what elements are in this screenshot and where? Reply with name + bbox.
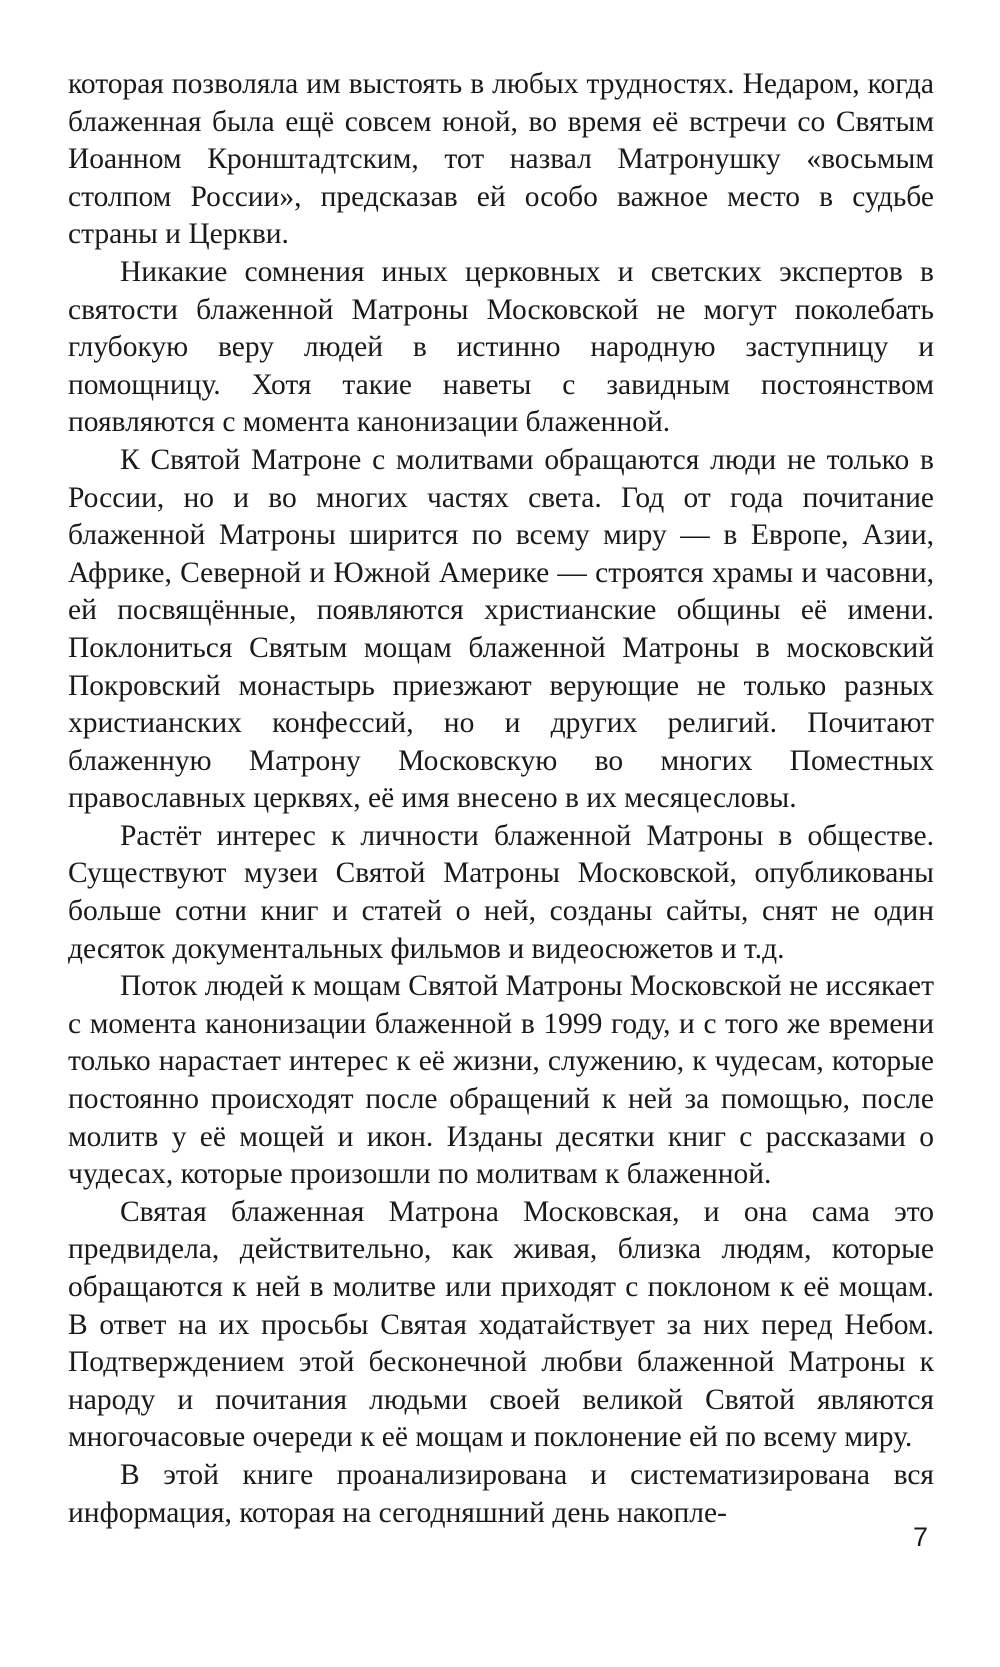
paragraph: К Святой Матроне с молитвами обращаются люди не только в России, но и во многих частях света. Год от года почитание блаженной Матроны ширится по всему миру — в Европе, Азии, Африке, Северной и Южной Америке — строятся храмы и часовни, ей посвящённые, появляются христианские общины её имени. Поклониться Святым мощам блаженной Матроны в московский Покровский монастырь приезжают верующие не только разных христианских конфессий, но и других религий. Почитают блаженную Матрону Московскую во многих Поместных православных церквях, её имя внесено в их месяцесловы.	[68, 443, 934, 815]
paragraph: Поток людей к мощам Святой Матроны Московской не иссякает с момента канонизации блаженной в 1999 году, и с того же времени только нарастает интерес к её жизни, служению, к чудесам, которые постоянно происходят после обращений к ней за помощью, после молитв у её мощей и икон. Изданы десятки книг с рассказами о чудесах, которые произошли по молитвам к блаженной.	[68, 970, 934, 1191]
paragraph: Растёт интерес к личности блаженной Матроны в обществе. Существуют музеи Святой Матроны Московской, опубликованы больше сотни книг и статей о ней, созданы сайты, снят не один десяток документальных фильмов и видеосюжетов и т.д.	[68, 819, 934, 965]
paragraph-continuation: которая позволяла им выстоять в любых трудностях. Недаром, когда блаженная была ещё совсем юной, во время её встречи со Святым Иоанном Кронштадтским, тот назвал Матронушку «восьмым столпом России», предсказав ей особо важное место в судьбе страны и Церкви.	[68, 68, 934, 251]
page-body	[68, 66, 934, 1532]
paragraph: Никакие сомнения иных церковных и светских экспертов в святости блаженной Матроны Московской не могут поколебать глубокую веру людей в истинно народную заступницу и помощницу. Хотя такие наветы с завидным постоянством появляются с момента канонизации блаженной.	[68, 255, 934, 439]
page-number: 7	[912, 1522, 928, 1552]
paragraph: Святая блаженная Матрона Московская, и она сама это предвидела, действительно, как живая, близка людям, которые обращаются к ней в молитве или приходят с поклоном к её мощам. В ответ на их просьбы Святая ходатайствует за них перед Небом. Подтверждением этой бесконечной любви блаженной Матроны к народу и почитания людьми своей великой Святой являются многочасовые очереди к её мощам и поклонение ей по всему миру.	[68, 1195, 934, 1454]
paragraph: В этой книге проанализирована и систематизирована вся информация, которая на сегодняшний день накопле-	[68, 1458, 934, 1529]
